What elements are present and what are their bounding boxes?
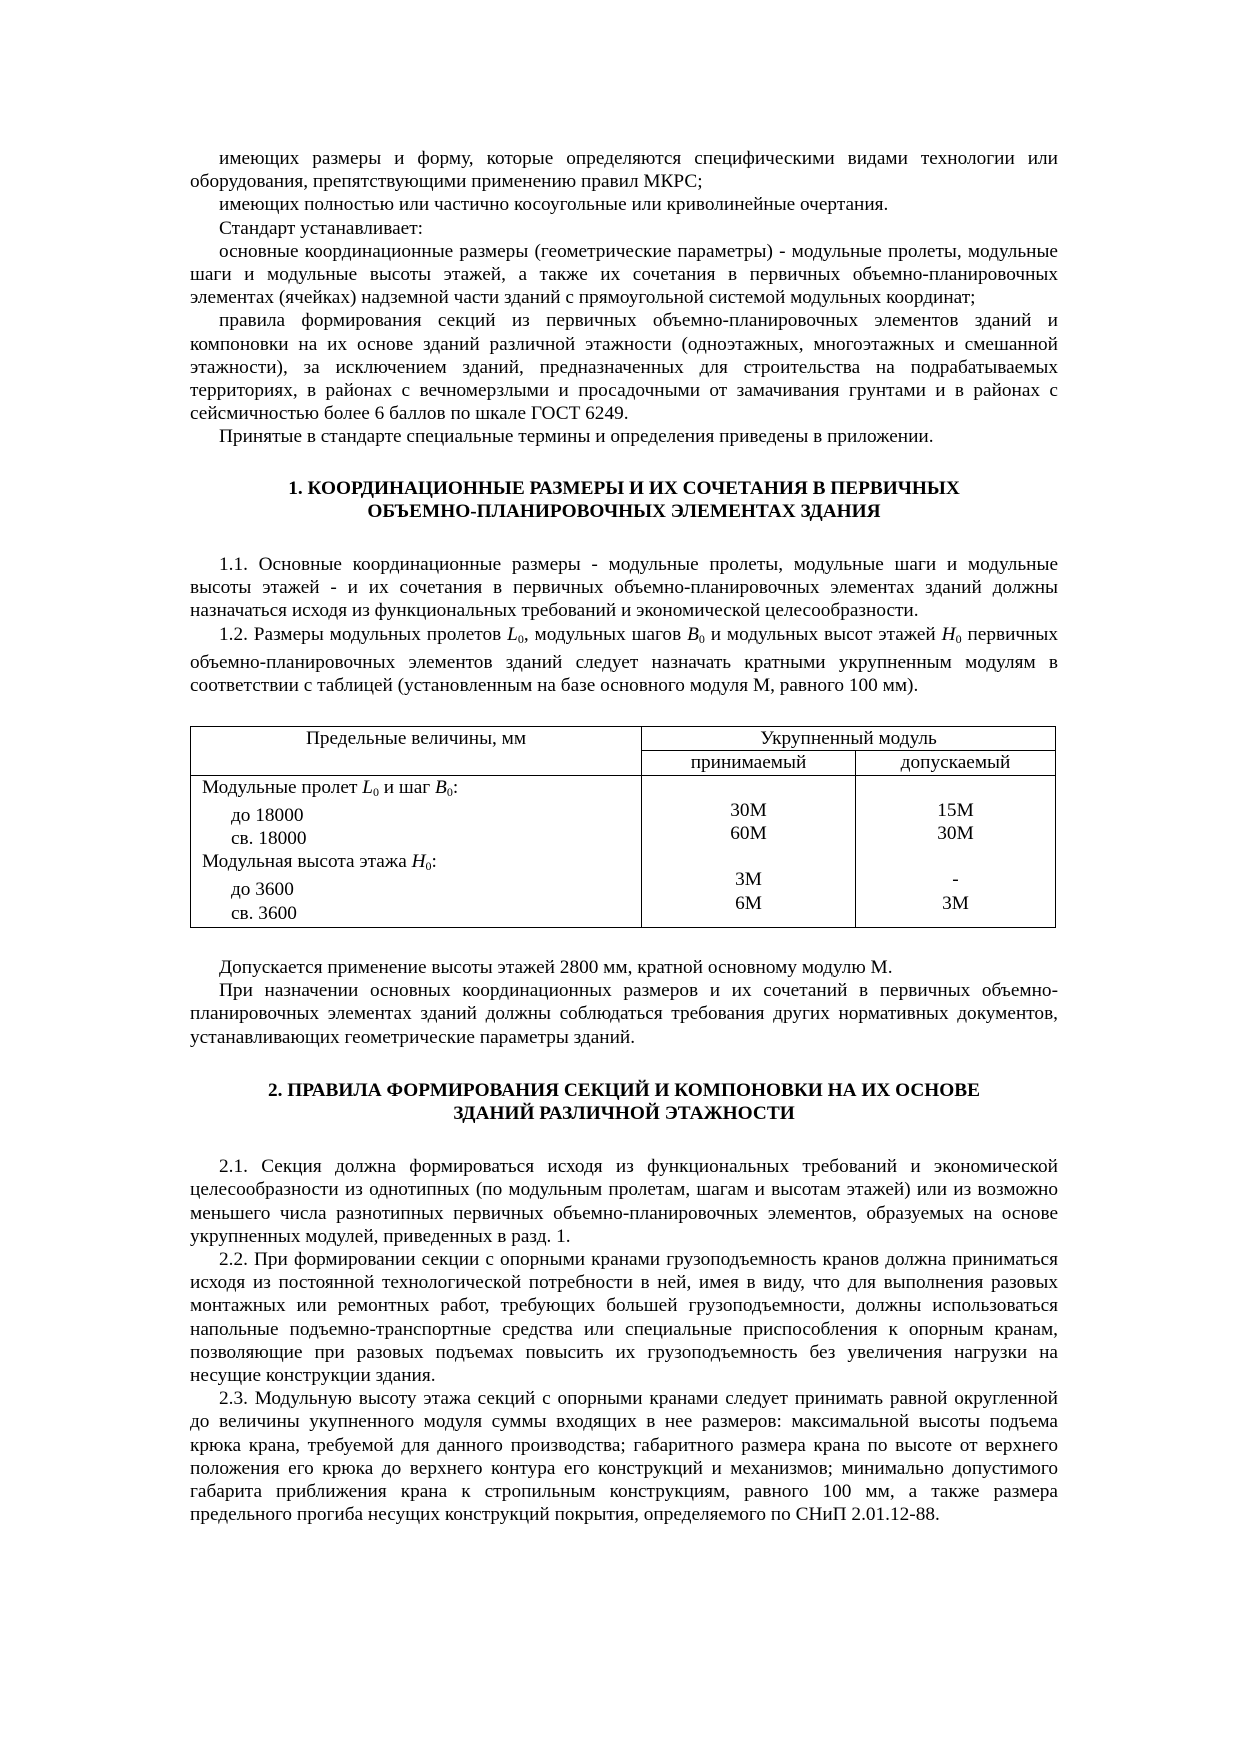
paragraph: Принятые в стандарте специальные термины и определения приведены в приложении. bbox=[219, 426, 934, 448]
text-run: и модульных высот этажей bbox=[704, 623, 942, 645]
paragraph: основные координационные размеры (геометрические параметры) - модульные пролеты, модульные шаги и модульные высоты этажей, а также их сочетания в первичных объемно-планировочных элементах (ячейках) надземной части зданий с прямоугольной системой модульных координат; bbox=[190, 240, 1058, 309]
section-2-heading bbox=[190, 1079, 1058, 1125]
paragraph-1-1: 1.1. Основные координационные размеры - модульные пролеты, модульные шаги и модульные высоты этажей - и их сочетания в первичных объемно-планировочных элементах зданий должны назначаться исходя из функциональных требований и экономической целесообразности. bbox=[190, 554, 1058, 622]
subscript: 0 bbox=[698, 631, 705, 646]
symbol-l: L bbox=[507, 623, 518, 645]
table-row-limit: св. 18000 bbox=[231, 828, 307, 850]
header-limit: Предельные величины, мм bbox=[191, 727, 642, 775]
table-row-limit: до 3600 bbox=[231, 879, 294, 901]
section-1-heading-line: 1. КООРДИНАЦИОННЫЕ РАЗМЕРЫ И ИХ СОЧЕТАНИЯ В ПЕРВИЧНЫХ bbox=[288, 477, 960, 499]
group-label-span-step: Модульные пролет $L_0$ и шаг $B_0$: bbox=[202, 776, 459, 799]
symbol-b: B bbox=[687, 623, 699, 645]
paragraph-2-1: 2.1. Секция должна формироваться исходя из функциональных требований и экономической целесообразности из однотипных (по модульным пролетам, шагам и высотам этажей) или из возможно меньшего числа разнотипных первичных объемно-планировочных элементов, образуемых на основе укрупненных модулей, приведенных в разд. 1. bbox=[190, 1156, 1058, 1247]
text-run: 1.2. Размеры модульных пролетов bbox=[219, 623, 508, 645]
paragraph: имеющих размеры и форму, которые определяются специфическими видами технологии или оборудования, препятствующими применению правил МКРС; bbox=[190, 148, 1058, 193]
header-module: Укрупненный модуль bbox=[642, 727, 1056, 751]
paragraph: При назначении основных координационных размеров и их сочетаний в первичных объемно-планировочных элементах зданий должны соблюдаться требования других нормативных документов, устанавливающих геометрические параметры зданий. bbox=[190, 980, 1058, 1048]
group-label-height: Модульная высота этажа $H_0$: bbox=[202, 851, 437, 874]
table-row-limit: св. 3600 bbox=[231, 902, 297, 924]
paragraph: Допускается применение высоты этажей 2800 мм, кратной основному модулю М. bbox=[219, 956, 893, 978]
table-row-accepted: 30М bbox=[730, 799, 767, 821]
subscript: 0 bbox=[955, 631, 962, 646]
document-page bbox=[190, 147, 1058, 1526]
table-row-limit: до 18000 bbox=[231, 804, 304, 826]
paragraph: правила формирования секций из первичных объемно-планировочных элементов зданий и компоновки на их основе зданий различной этажности (одноэтажных, многоэтажных и смешанной этажности), за исключением зданий, предназначенных для строительства на подрабатываемых территориях, в районах с вечномерзлыми и просадочными от замачивания грунтами и в районах с сейсмичностью более 6 баллов по шкале ГОСТ 6249. bbox=[190, 310, 1058, 425]
paragraph-2-3: 2.3. Модульную высоту этажа секций с опорными кранами следует принимать равной округленной до величины укупненного модуля суммы входящих в нее размеров: максимальной высоты подъема крюка крана, требуемой для данного производства; габаритного размера крана по высоте от верхнего положения его крюка до верхнего контура его конструкций и механизмов; минимально допустимого габарита приближения крана к стропильным конструкциям, равного 100 мм, а также размера предельного прогиба несущих конструкций покрытия, определяемого по СНиП 2.01.12-88. bbox=[190, 1388, 1058, 1526]
table-row-accepted: 60М bbox=[730, 823, 767, 845]
paragraph: Стандарт устанавливает: bbox=[219, 217, 423, 239]
table-row-accepted: 6М bbox=[735, 892, 762, 914]
table-row-allowed: 3М bbox=[942, 892, 969, 914]
section-1-heading bbox=[190, 477, 1058, 523]
section-2-heading-line: ЗДАНИЙ РАЗЛИЧНОЙ ЭТАЖНОСТИ bbox=[453, 1102, 795, 1124]
paragraph-2-2: 2.2. При формировании секции с опорными кранами грузоподъемность кранов должна приниматься исходя из постоянной технологической потребности в ней, имея в виду, что для выполнения разовых монтажных или ремонтных работ, требующих большей грузоподъемности, должны использоваться напольные подъемно-транспортные средства или специальные приспособления к опорным кранам, позволяющие при разовых подъемах повысить их грузоподъемность без увеличения нагрузки на несущие конструкции здания. bbox=[190, 1248, 1058, 1386]
text-run: , модульных шагов bbox=[523, 623, 688, 645]
paragraph: имеющих полностью или частично косоугольные или криволинейные очертания. bbox=[219, 194, 889, 216]
accepted-column bbox=[642, 775, 856, 927]
table-row-allowed: 30М bbox=[937, 823, 974, 845]
section-2-heading-line: 2. ПРАВИЛА ФОРМИРОВАНИЯ СЕКЦИЙ И КОМПОНОВКИ НА ИХ ОСНОВЕ bbox=[268, 1079, 980, 1101]
module-table bbox=[190, 726, 1056, 928]
header-accepted: принимаемый bbox=[642, 751, 856, 775]
limit-column bbox=[191, 775, 642, 927]
paragraph-1-2 bbox=[190, 623, 1058, 698]
table-body-row bbox=[191, 775, 1056, 927]
subscript: 0 bbox=[517, 631, 524, 646]
text-run: первичных объемно-планировочных элементов зданий следует назначать кратными укрупненным модулям в соответствии с таблицей (установленным на базе основного модуля М, равного 100 мм). bbox=[190, 623, 1059, 697]
table-header-row bbox=[191, 727, 1056, 751]
table-row-accepted: 3М bbox=[735, 869, 762, 891]
header-allowed: допускаемый bbox=[856, 751, 1056, 775]
section-1-heading-line: ОБЪЕМНО-ПЛАНИРОВОЧНЫХ ЭЛЕМЕНТАХ ЗДАНИЯ bbox=[367, 500, 881, 522]
symbol-h: H bbox=[941, 623, 956, 645]
allowed-column bbox=[856, 775, 1056, 927]
table-row-allowed: - bbox=[952, 869, 959, 891]
table-row-allowed: 15М bbox=[937, 799, 974, 821]
